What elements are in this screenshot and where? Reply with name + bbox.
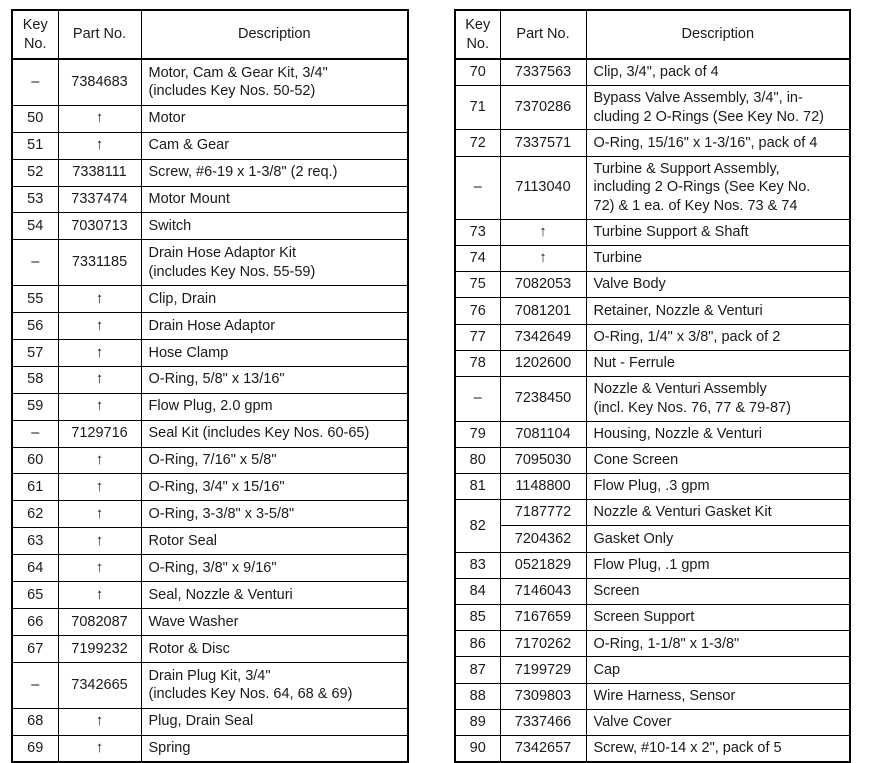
part-no-cell: 7170262 <box>500 631 586 657</box>
key-no-cell: 73 <box>455 219 500 245</box>
table-row <box>12 132 408 159</box>
description-line: O-Ring, 3/8" x 9/16" <box>148 559 277 576</box>
description-cell <box>586 683 850 709</box>
key-no-cell: 56 <box>12 312 58 339</box>
arrow-up-icon: ↑ <box>95 289 104 307</box>
table-row <box>455 605 850 631</box>
table-row <box>12 420 408 447</box>
arrow-up-icon: ↑ <box>95 109 104 127</box>
description-line: (includes Key Nos. 50-52) <box>148 83 316 100</box>
key-no-cell: 79 <box>455 421 500 447</box>
table-row <box>455 421 850 447</box>
description-line: O-Ring, 3-3/8" x 3-5/8" <box>148 506 295 523</box>
part-no-ditto-arrow <box>500 245 586 271</box>
table-row <box>455 130 850 156</box>
arrow-up-icon: ↑ <box>95 136 104 154</box>
description-cell <box>586 631 850 657</box>
table-row <box>455 552 850 578</box>
description-cell <box>141 59 408 105</box>
part-no-ditto-arrow <box>58 474 141 501</box>
part-no-ditto-arrow <box>58 555 141 582</box>
arrow-up-icon: ↑ <box>95 532 104 550</box>
description-cell <box>586 272 850 298</box>
description-line: Turbine <box>593 250 643 267</box>
part-no-cell: 7309803 <box>500 683 586 709</box>
part-no-cell: 7187772 <box>500 500 586 526</box>
table-row <box>455 219 850 245</box>
part-no-ditto-arrow <box>58 105 141 132</box>
table-row <box>12 366 408 393</box>
table-row <box>455 59 850 85</box>
description-cell <box>141 105 408 132</box>
part-no-cell: 7337571 <box>500 130 586 156</box>
part-no-cell: 7082087 <box>58 609 141 636</box>
description-line: Housing, Nozzle & Venturi <box>593 425 762 442</box>
description-cell <box>141 186 408 213</box>
key-no-cell: 57 <box>12 339 58 366</box>
key-no-cell: 52 <box>12 159 58 186</box>
description-line: Bypass Valve Assembly, 3/4", in- <box>593 90 803 107</box>
key-no-cell: 82 <box>455 500 500 552</box>
table-row <box>12 501 408 528</box>
description-cell <box>141 312 408 339</box>
key-no-cell: 50 <box>12 105 58 132</box>
key-no-cell: 54 <box>12 213 58 240</box>
table-row <box>455 709 850 735</box>
table-row <box>455 85 850 129</box>
description-cell <box>141 609 408 636</box>
description-cell <box>141 636 408 663</box>
arrow-up-icon: ↑ <box>95 478 104 496</box>
en-dash-icon: – <box>31 676 40 693</box>
description-line: Screen <box>593 583 640 600</box>
part-no-ditto-arrow <box>58 132 141 159</box>
arrow-up-icon: ↑ <box>95 370 104 388</box>
description-cell <box>586 552 850 578</box>
table-row <box>12 213 408 240</box>
arrow-up-icon: ↑ <box>95 712 104 730</box>
table-row <box>455 377 850 421</box>
part-no-ditto-arrow <box>58 366 141 393</box>
table-row <box>455 447 850 473</box>
description-cell <box>586 350 850 376</box>
key-no-cell: 84 <box>455 578 500 604</box>
description-line: O-Ring, 3/4" x 15/16" <box>148 479 285 496</box>
table-row <box>455 578 850 604</box>
description-line: O-Ring, 1-1/8" x 1-3/8" <box>593 635 740 652</box>
key-no-cell: 71 <box>455 85 500 129</box>
header-row <box>12 10 408 59</box>
part-no-cell: 0521829 <box>500 552 586 578</box>
description-line: Screw, #6-19 x 1-3/8" (2 req.) <box>148 164 338 181</box>
key-no-cell: 77 <box>455 324 500 350</box>
part-no-ditto-arrow <box>58 501 141 528</box>
key-no-dash <box>455 156 500 219</box>
key-no-dash <box>12 240 58 286</box>
description-line: Drain Plug Kit, 3/4" <box>148 667 271 684</box>
description-line: Turbine Support & Shaft <box>593 224 749 241</box>
key-no-cell: 59 <box>12 393 58 420</box>
part-no-cell: 7146043 <box>500 578 586 604</box>
key-no-cell: 86 <box>455 631 500 657</box>
description-cell <box>141 159 408 186</box>
table-header-right <box>455 10 850 59</box>
table-row <box>12 528 408 555</box>
description-cell <box>141 286 408 313</box>
column-header-part-no: Part No. <box>58 10 141 59</box>
description-cell <box>586 605 850 631</box>
part-no-ditto-arrow <box>58 582 141 609</box>
key-no-dash <box>12 59 58 105</box>
description-line: Motor, Cam & Gear Kit, 3/4" <box>148 64 328 81</box>
key-no-cell: 74 <box>455 245 500 271</box>
description-cell <box>586 219 850 245</box>
description-line: Valve Cover <box>593 714 672 731</box>
table-row <box>455 500 850 526</box>
table-row <box>12 662 408 708</box>
key-no-cell: 53 <box>12 186 58 213</box>
part-no-ditto-arrow <box>58 447 141 474</box>
arrow-up-icon: ↑ <box>95 451 104 469</box>
part-no-ditto-arrow <box>58 286 141 313</box>
description-line: cluding 2 O-Rings (See Key No. 72) <box>593 108 824 125</box>
column-header-key-no <box>12 10 58 59</box>
key-no-cell: 80 <box>455 447 500 473</box>
description-cell <box>586 447 850 473</box>
description-cell <box>586 156 850 219</box>
part-no-ditto-arrow <box>58 735 141 762</box>
description-line: Drain Hose Adaptor Kit <box>148 245 296 262</box>
description-line: Flow Plug, 2.0 gpm <box>148 398 273 415</box>
description-line: including 2 O-Rings (See Key No. <box>593 179 811 196</box>
key-no-cell: 83 <box>455 552 500 578</box>
description-line: Seal, Nozzle & Venturi <box>148 586 293 603</box>
key-no-cell: 85 <box>455 605 500 631</box>
parts-table-right <box>454 9 851 763</box>
description-cell <box>586 377 850 421</box>
description-line: Clip, 3/4", pack of 4 <box>593 64 719 81</box>
description-cell <box>586 473 850 499</box>
en-dash-icon: – <box>31 254 40 271</box>
key-no-dash <box>12 420 58 447</box>
description-line: Motor Mount <box>148 191 230 208</box>
table-row <box>455 156 850 219</box>
arrow-up-icon: ↑ <box>95 738 104 756</box>
part-no-cell: 7030713 <box>58 213 141 240</box>
description-line: Screw, #10-14 x 2", pack of 5 <box>593 740 782 757</box>
description-line: (incl. Key Nos. 76, 77 & 79-87) <box>593 399 791 416</box>
description-line: Gasket Only <box>593 530 674 547</box>
description-cell <box>141 132 408 159</box>
description-cell <box>586 324 850 350</box>
description-line: Cam & Gear <box>148 137 230 154</box>
description-line: Nozzle & Venturi Gasket Kit <box>593 504 772 521</box>
part-no-cell: 7337563 <box>500 59 586 85</box>
key-no-cell: 72 <box>455 130 500 156</box>
description-cell <box>141 474 408 501</box>
part-no-cell: 7095030 <box>500 447 586 473</box>
part-no-cell: 7199729 <box>500 657 586 683</box>
description-line: Plug, Drain Seal <box>148 713 254 730</box>
key-no-cell: 78 <box>455 350 500 376</box>
table-header-left <box>12 10 408 59</box>
key-no-cell: 58 <box>12 366 58 393</box>
part-no-cell: 7338111 <box>58 159 141 186</box>
part-no-cell: 7337474 <box>58 186 141 213</box>
description-line: Cone Screen <box>593 452 679 469</box>
arrow-up-icon: ↑ <box>95 558 104 576</box>
description-line: Rotor & Disc <box>148 640 230 657</box>
description-line: Seal Kit (includes Key Nos. 60-65) <box>148 425 370 442</box>
table-row <box>12 447 408 474</box>
key-no-cell: 61 <box>12 474 58 501</box>
key-no-cell: 70 <box>455 59 500 85</box>
key-no-cell: 89 <box>455 709 500 735</box>
table-row <box>455 324 850 350</box>
table-body-right <box>455 59 850 762</box>
part-no-cell: 7113040 <box>500 156 586 219</box>
part-no-cell: 7342649 <box>500 324 586 350</box>
key-no-cell: 87 <box>455 657 500 683</box>
key-no-cell: 62 <box>12 501 58 528</box>
description-cell <box>141 213 408 240</box>
description-cell <box>141 582 408 609</box>
table-row <box>455 657 850 683</box>
key-no-cell: 90 <box>455 736 500 762</box>
part-no-cell: 7082053 <box>500 272 586 298</box>
table-row <box>455 245 850 271</box>
part-no-ditto-arrow <box>58 528 141 555</box>
table-row <box>12 105 408 132</box>
description-cell <box>141 501 408 528</box>
column-header-key-no <box>455 10 500 59</box>
part-no-cell: 7331185 <box>58 240 141 286</box>
key-no-cell: 67 <box>12 636 58 663</box>
part-no-ditto-arrow <box>58 339 141 366</box>
table-row <box>12 159 408 186</box>
description-cell <box>586 709 850 735</box>
arrow-up-icon: ↑ <box>95 397 104 415</box>
key-no-cell: 69 <box>12 735 58 762</box>
column-header-description: Description <box>141 10 408 59</box>
description-line: O-Ring, 15/16" x 1-3/16", pack of 4 <box>593 134 818 151</box>
part-no-cell: 7081201 <box>500 298 586 324</box>
table-row <box>455 631 850 657</box>
description-cell <box>141 393 408 420</box>
description-cell <box>586 421 850 447</box>
description-cell <box>586 85 850 129</box>
description-cell <box>586 298 850 324</box>
description-cell <box>586 130 850 156</box>
description-cell <box>586 500 850 526</box>
description-line: O-Ring, 5/8" x 13/16" <box>148 371 285 388</box>
description-cell <box>586 59 850 85</box>
description-line: 72) & 1 ea. of Key Nos. 73 & 74 <box>593 197 798 214</box>
table-body-left <box>12 59 408 762</box>
description-cell <box>141 366 408 393</box>
description-cell <box>141 708 408 735</box>
table-row <box>12 286 408 313</box>
description-line: Valve Body <box>593 276 666 293</box>
description-line: (includes Key Nos. 55-59) <box>148 263 316 280</box>
header-row <box>455 10 850 59</box>
part-no-ditto-arrow <box>58 312 141 339</box>
part-no-ditto-arrow <box>58 708 141 735</box>
key-no-cell: 81 <box>455 473 500 499</box>
description-cell <box>141 662 408 708</box>
table-row <box>12 582 408 609</box>
description-line: Nozzle & Venturi Assembly <box>593 381 767 398</box>
description-line: O-Ring, 7/16" x 5/8" <box>148 452 277 469</box>
part-no-ditto-arrow <box>58 393 141 420</box>
arrow-up-icon: ↑ <box>539 223 547 241</box>
part-no-cell: 7204362 <box>500 526 586 552</box>
description-cell <box>141 339 408 366</box>
description-line: Spring <box>148 739 191 756</box>
description-cell <box>586 245 850 271</box>
arrow-up-icon: ↑ <box>95 316 104 334</box>
description-cell <box>141 240 408 286</box>
en-dash-icon: – <box>31 425 40 442</box>
description-line: Nut - Ferrule <box>593 355 675 372</box>
description-cell <box>141 420 408 447</box>
description-line: Clip, Drain <box>148 290 217 307</box>
table-row <box>455 526 850 552</box>
description-line: Motor <box>148 110 186 127</box>
description-line: O-Ring, 1/4" x 3/8", pack of 2 <box>593 328 781 345</box>
description-cell <box>141 555 408 582</box>
key-no-dash <box>12 662 58 708</box>
description-line: Screen Support <box>593 609 695 626</box>
part-no-cell: 7081104 <box>500 421 586 447</box>
column-header-part-no: Part No. <box>500 10 586 59</box>
description-line: Wave Washer <box>148 613 239 630</box>
key-no-dash <box>455 377 500 421</box>
table-row <box>455 272 850 298</box>
table-row <box>455 736 850 762</box>
part-no-cell: 7167659 <box>500 605 586 631</box>
description-cell <box>141 528 408 555</box>
description-cell <box>586 657 850 683</box>
part-no-cell: 7238450 <box>500 377 586 421</box>
arrow-up-icon: ↑ <box>95 505 104 523</box>
table-row <box>12 555 408 582</box>
key-no-line-1: Key <box>465 17 491 33</box>
table-row <box>12 312 408 339</box>
table-row <box>12 339 408 366</box>
table-row <box>455 298 850 324</box>
description-line: Rotor Seal <box>148 533 218 550</box>
description-cell <box>141 447 408 474</box>
key-no-cell: 60 <box>12 447 58 474</box>
key-no-cell: 68 <box>12 708 58 735</box>
part-no-cell: 7337466 <box>500 709 586 735</box>
description-line: Switch <box>148 218 192 235</box>
table-row <box>12 474 408 501</box>
part-no-cell: 7199232 <box>58 636 141 663</box>
table-row <box>12 609 408 636</box>
en-dash-icon: – <box>31 74 40 91</box>
key-no-line-1: Key <box>22 17 48 33</box>
part-no-cell: 7370286 <box>500 85 586 129</box>
key-no-line-2: No. <box>23 35 47 52</box>
en-dash-icon: – <box>473 390 482 407</box>
table-row <box>455 350 850 376</box>
description-cell <box>141 735 408 762</box>
arrow-up-icon: ↑ <box>95 343 104 361</box>
description-cell <box>586 578 850 604</box>
en-dash-icon: – <box>473 179 482 196</box>
description-cell <box>586 736 850 762</box>
key-no-line-2: No. <box>466 35 490 52</box>
description-line: Hose Clamp <box>148 344 229 361</box>
key-no-cell: 63 <box>12 528 58 555</box>
description-line: Wire Harness, Sensor <box>593 688 736 705</box>
description-cell <box>586 526 850 552</box>
key-no-cell: 75 <box>455 272 500 298</box>
description-line: Retainer, Nozzle & Venturi <box>593 302 763 319</box>
table-row <box>12 708 408 735</box>
description-line: Turbine & Support Assembly, <box>593 160 780 177</box>
table-row <box>12 636 408 663</box>
table-row <box>455 473 850 499</box>
part-no-ditto-arrow <box>500 219 586 245</box>
key-no-cell: 64 <box>12 555 58 582</box>
parts-table-left <box>11 9 409 763</box>
table-row <box>12 59 408 105</box>
table-row <box>12 240 408 286</box>
table-row <box>12 735 408 762</box>
part-no-cell: 7384683 <box>58 59 141 105</box>
part-no-cell: 1148800 <box>500 473 586 499</box>
description-line: Flow Plug, .3 gpm <box>593 478 710 495</box>
part-no-cell: 1202600 <box>500 350 586 376</box>
key-no-cell: 88 <box>455 683 500 709</box>
column-header-description: Description <box>586 10 850 59</box>
table-row <box>12 393 408 420</box>
description-line: (includes Key Nos. 64, 68 & 69) <box>148 686 353 703</box>
key-no-cell: 66 <box>12 609 58 636</box>
part-no-cell: 7129716 <box>58 420 141 447</box>
table-row <box>455 683 850 709</box>
table-row <box>12 186 408 213</box>
part-no-cell: 7342657 <box>500 736 586 762</box>
key-no-cell: 51 <box>12 132 58 159</box>
description-line: Cap <box>593 661 621 678</box>
arrow-up-icon: ↑ <box>95 585 104 603</box>
key-no-cell: 76 <box>455 298 500 324</box>
description-line: Drain Hose Adaptor <box>148 317 276 334</box>
key-no-cell: 55 <box>12 286 58 313</box>
description-line: Flow Plug, .1 gpm <box>593 556 710 573</box>
part-no-cell: 7342665 <box>58 662 141 708</box>
arrow-up-icon: ↑ <box>539 249 547 267</box>
key-no-cell: 65 <box>12 582 58 609</box>
